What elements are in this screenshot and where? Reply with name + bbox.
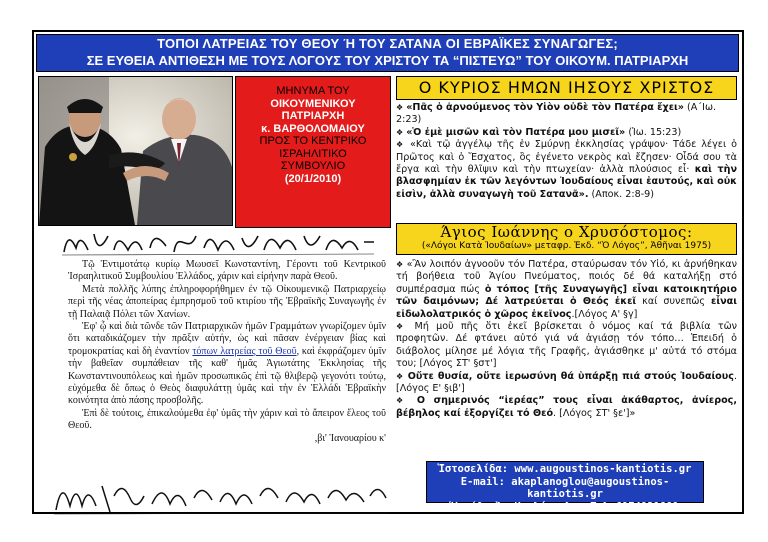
c3-bold: Οὔτε θυσία, οὔτε ἱερωσύνη θά ὑπάρξῃ πιά στούς Ἰουδαίους	[407, 370, 734, 382]
c4-ref: . [Λόγος ΣΤ' §ε']»	[553, 407, 636, 419]
section-title-christ: Ο ΚΥΡΙΟΣ ΗΜΩΝ ΙΗΣΟΥΣ ΧΡΙΣΤΟΣ	[396, 76, 737, 100]
quote-1-ref: (Α΄Ιω. 2:23)	[396, 102, 717, 126]
quote-item-2	[396, 127, 737, 139]
letter-text-b: , καὶ ἐκφράζομεν ὑμῖν τὴν βαθεῖαν συμπάθειαν τῆς καθ' ἡμᾶς Ἁγιωτάτης Ἐκκλησίας τῆς Κωνσταντινουπόλεως καὶ ἡμῶν προσωπικῶς ἐπὶ τῷ θλιβερῷ γεγονότι τούτῳ, εὐχόμεθα δὲ ὅπως ὁ Θεὸς διαφυλάττῃ ὑμᾶς καὶ τὴν ἐν Ἑλλάδι Ἑβραϊκὴν κοινότητα ἀπὸ πάσης προσβολῆς.	[68, 345, 386, 407]
quote-item-1	[396, 102, 737, 127]
c1-bold-1: ὁ τόπος [τῆς Συναγωγῆς] εἶναι κατοικητήριο τῶν δαιμόνων; Δέ λατρεύεται ὁ Θεός ἐκεῖ	[396, 283, 737, 308]
c1-bold-2: εἶναι εἰδωλολατρικός ὁ χῶρος ἐκεῖνος	[396, 296, 737, 320]
letter-text-a: Ἐφ' ᾧ καὶ διὰ τῶνδε τῶν Πατριαρχικῶν ἡμῶν Γραμμάτων γνωρίζομεν ὑμῖν ὅτι καταδικάζομεν τὴν πρᾶξιν αὐτήν, ὡς καὶ πᾶσαν ἐνέργειαν βίας καὶ τρομοκρατίας καὶ δὴ ἐναντίον	[68, 321, 386, 357]
letter-greeting: Τῷ Ἐντιμοτάτῳ κυρίῳ Μωυσεῖ Κωνσταντίνη, Γέροντι τοῦ Κεντρικοῦ Ἰσραηλιτικοῦ Συμβουλίου Ἑλλάδος, χάριν καὶ εἰρήνην παρὰ Θεοῦ.	[68, 259, 386, 283]
c1-ref: .[Λόγος Α' §γ]	[571, 308, 638, 320]
quote-2-text: «Ὁ ἐμὲ μισῶν καὶ τὸν Πατέρα μου μισεῖ»	[406, 126, 626, 138]
message-line-5: ΠΡΟΣ ΤΟ ΚΕΝΤΡΙΚΟ	[259, 135, 367, 147]
christ-quotes	[396, 102, 737, 201]
chrysostom-item-2	[396, 321, 737, 371]
left-column	[38, 76, 390, 506]
c2-text: Μή μοῦ πῆς ὅτι ἐκεῖ βρίσκεται ὁ νόμος καί τά βιβλία τῶν προφητῶν. Δέ φτάνει αὐτό γιά νά ἁγιάσῃ τόν τόπο… Ἐπειδή ὁ διάβολος μίλησε μέ λόγια τῆς Γραφῆς, ἁγιάσθηκε μ' αὐτά τό στόμα του; [Λόγος ΣΤ' §στ']	[396, 321, 737, 370]
patriarch-photo	[38, 76, 233, 226]
quote-3-text: «Καὶ τῷ ἀγγέλῳ τῆς ἐν Σμύρνῃ ἐκκλησίας γράψον· Τάδε λέγει ὁ Πρῶτος καὶ ὁ Ἔσχατος, ὃς ἐγένετο νεκρὸς καὶ ἔζησεν· Οἶδά σου τὰ ἔργα καὶ τὴν θλῖψιν καὶ τὴν πτωχείαν· ἀλλὰ πλούσιος εἶ·	[396, 139, 737, 176]
message-line-6: ΙΣΡΑΗΛΙΤΙΚΟ	[279, 147, 347, 160]
c1-text: «Ἂν λοιπόν ἀγνοοῦν τόν Πατέρα, σταύρωσαν τόν Υἱό, κι ἀρνήθηκαν τή βοήθεια τοῦ Ἁγίου Πνεύματος, ποιός δέ θά καταλήξῃ στό συμπέρασμα πώς	[396, 259, 737, 295]
letter-paragraph-2	[68, 321, 386, 408]
diamond-bullet-icon: ❖	[396, 396, 409, 406]
quote-item-3	[396, 139, 737, 201]
chrysostom-item-3	[396, 371, 737, 396]
header-line-2: ΣΕ ΕΥΘΕΙΑ ΑΝΤΙΘΕΣΗ ΜΕ ΤΟΥΣ ΛΟΓΟΥΣ ΤΟΥ ΧΡΙΣΤΟΥ ΤΑ “ΠΙΣΤΕΥΩ” ΤΟΥ ΟΙΚΟΥΜ. ΠΑΤΡΙΑΡΧΗ	[86, 53, 689, 68]
header-banner	[36, 34, 739, 72]
diamond-bullet-icon: ❖	[396, 127, 404, 137]
message-line-2: ΟΙΚΟΥΜΕΝΙΚΟΥ	[270, 97, 356, 110]
letter-paragraph-3: Ἐπὶ δὲ τούτοις, ἐπικαλούμεθα ἐφ' ὑμᾶς τὴν χάριν καὶ τὸ ἄπειρον ἔλεος τοῦ Θεοῦ.	[68, 407, 386, 432]
chrysostom-title: Άγιος Ιωάννης ο Χρυσόστομος:	[440, 223, 693, 241]
patriarch-letter	[68, 259, 386, 445]
places-of-worship-underlined: τόπων λατρείας τοῦ Θεοῦ	[192, 345, 297, 357]
quote-3-bold: καὶ τὴν βλασφημίαν ἐκ τῶν λεγόντων Ἰουδαίους εἶναι ἑαυτούς, καὶ οὐκ εἰσὶν, ἀλλὰ συναγωγὴ τοῦ Σατανᾶ».	[396, 164, 737, 200]
section-title-chrysostom	[396, 223, 737, 255]
message-line-4: κ. ΒΑΡΘΟΛΟΜΑΙΟΥ	[261, 122, 365, 135]
diamond-bullet-icon: ❖	[396, 140, 406, 150]
patriarch-signature	[52, 476, 392, 516]
c1-text-2: καί συνεπῶς	[642, 296, 706, 308]
message-title-box	[235, 76, 391, 228]
diamond-bullet-icon: ❖	[396, 322, 408, 332]
quote-1-text: «Πᾶς ὁ ἀρνούμενος τὸν Υἱὸν οὐδὲ τὸν Πατέρα ἔχει»	[406, 102, 684, 113]
quote-3-ref: (Αποκ. 2:8-9)	[591, 188, 654, 200]
right-column	[396, 76, 739, 513]
contact-phone: Ὑπεύθ. Ἀ. Καπλάνογλου Τηλ 6974931881	[451, 500, 679, 513]
message-line-3: ΠΑΤΡΙΑΡΧΗ	[281, 110, 345, 122]
c3-ref: . [Λόγος Ε' §ιβ']	[396, 370, 738, 395]
letter-date: ,βι' Ἰανουαρίου κ'	[314, 432, 386, 444]
message-date: (20/1/2010)	[284, 172, 342, 185]
chrysostom-quotes	[396, 259, 737, 420]
diamond-bullet-icon: ❖	[396, 260, 404, 269]
chrysostom-item-4	[396, 395, 737, 420]
c4-bold: Ο σημερινός “ἱερέας” τους εἶναι ἀκάθαρτος, ἀνίερος, βέβηλος καί ἐξοργίζει τό Θεό	[396, 395, 737, 419]
message-line-1: ΜΗΝΥΜΑ ΤΟΥ	[276, 85, 350, 97]
diamond-bullet-icon: ❖	[396, 103, 404, 112]
website-link[interactable]: Ἱστοσελίδα: www.augoustinos-kantiotis.gr	[438, 463, 692, 475]
email-link[interactable]: E-mail: akaplanoglou@augoustinos-kantiotis.gr	[460, 475, 670, 500]
chrysostom-item-1	[396, 259, 737, 321]
flyer-page	[32, 30, 744, 514]
letter-paragraph-1: Μετὰ πολλῆς λύπης ἐπληροφορήθημεν ἐν τῷ Οἰκουμενικῷ Πατριαρχείῳ περὶ τῆς νέας ἀποπείρας ἐμπρησμοῦ τοῦ κτιρίου τῆς Ἑβραϊκῆς Συναγωγῆς ἐν τῇ Παλαιᾷ Πόλει τῶν Χανίων.	[68, 283, 386, 320]
handwritten-name-signature-graphic	[58, 228, 378, 258]
diamond-bullet-icon: ❖	[396, 371, 404, 381]
chrysostom-source: («Λόγοι Κατὰ Ἰουδαίων» μεταφρ. Ἐκδ. “Ὁ Λόγος”, Ἀθῆναι 1975)	[421, 241, 712, 251]
quote-2-ref: (Ἰω. 15:23)	[628, 126, 682, 138]
header-line-1: ΤΟΠΟΙ ΛΑΤΡΕΙΑΣ ΤΟΥ ΘΕΟΥ Ή ΤΟΥ ΣΑΤΑΝΑ ΟΙ ΕΒΡΑΪΚΕΣ ΣΥΝΑΓΩΓΕΣ;	[157, 36, 618, 51]
contact-box	[426, 461, 704, 513]
message-line-7: ΣΥΜΒΟΥΛΙΟ	[280, 160, 346, 172]
